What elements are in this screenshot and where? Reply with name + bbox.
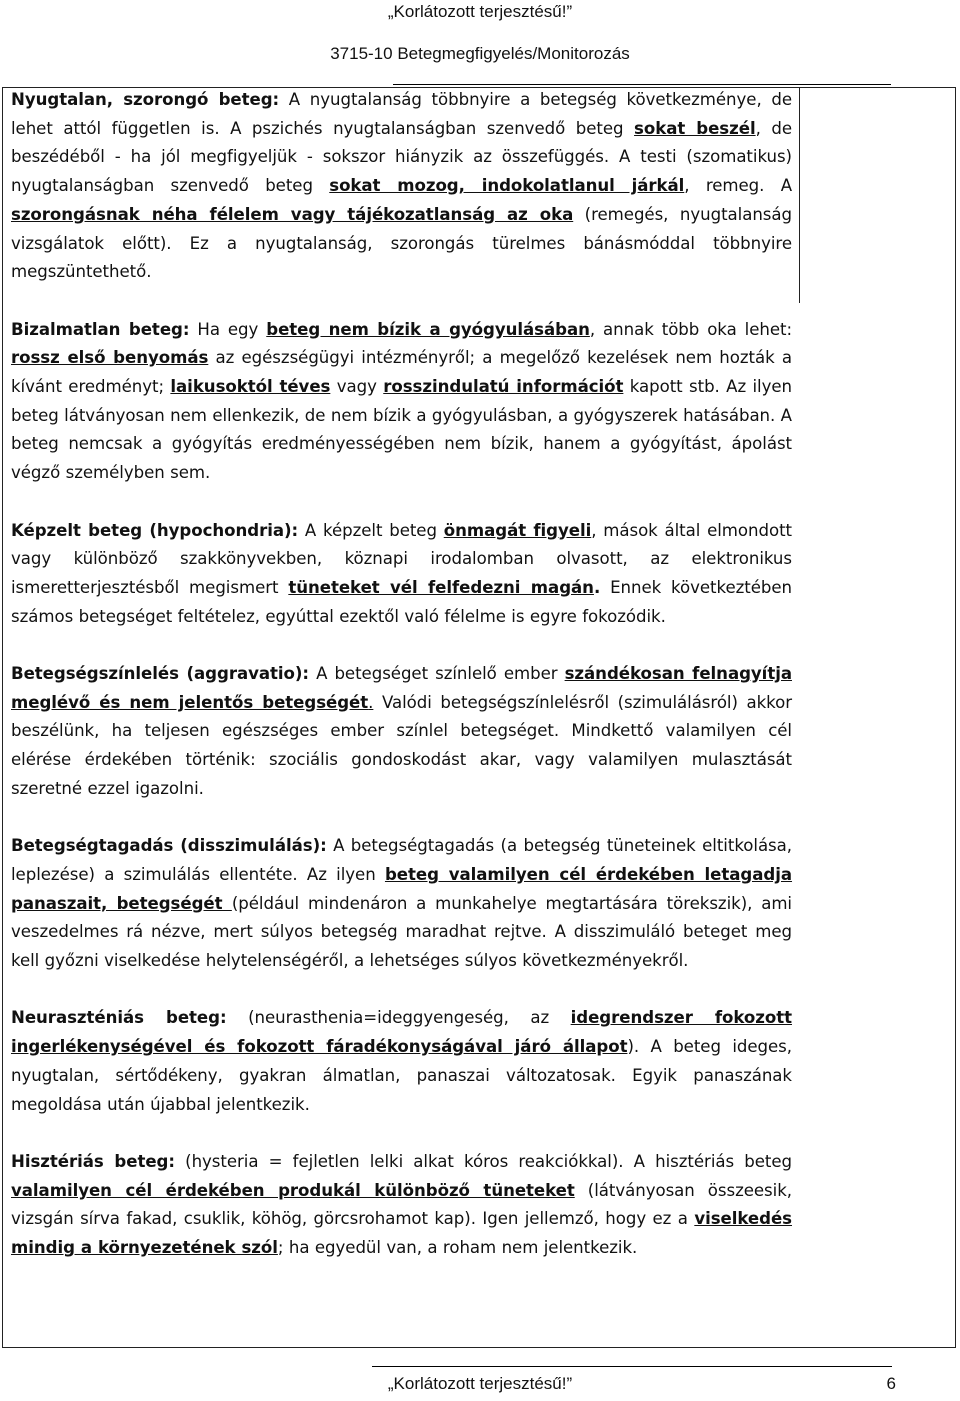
text-run: , mások által elmondott vagy különböző szakkönyvekben, köznapi irodalomban olvasott, az elektronikus ismeretterjesztésből megismert — [11, 520, 792, 597]
emphasis-run: rosszindulatú információt — [383, 377, 624, 397]
emphasis-run: viselkedés mindig a környezetének szól — [11, 1209, 792, 1258]
emphasis-run: sokat beszél — [634, 118, 756, 138]
emphasis-run: rossz első benyomás — [11, 348, 209, 368]
text-run: A betegséget színlelő ember — [309, 664, 565, 684]
term-heading: Hisztériás beteg: — [11, 1151, 175, 1171]
text-run: Ha egy — [189, 319, 267, 339]
text-run: . — [368, 692, 374, 712]
text-run: (neurasthenia=ideggyengeség, az — [226, 1008, 571, 1028]
term-heading: Betegségszínlelés (aggravatio): — [11, 664, 310, 684]
text-run: (például mindenáron a munkahelye megtartására törekszik), ami veszedelmes rá nézve, mert súlyos betegség maradhat rejtve. A disszimuláló beteget meg kell győzni viselkedése helytelenségéről, a lehetséges súlyos következményekről. — [11, 893, 792, 971]
emphasis-run: beteg valamilyen cél érdekében letagadja panaszait, betegségét — [11, 864, 793, 913]
text-run: , annak több oka lehet: — [589, 319, 792, 339]
text-run: (látványosan összeesik, vizsgán sírva fakad, csuklik, köhög, görcsrohamot kap). Igen jellemző, hogy ez a — [11, 1180, 792, 1229]
term-heading: Bizalmatlan beteg: — [11, 319, 190, 339]
emphasis-run: szándékosan felnagyítja meglévő és nem jelentős betegségét — [11, 664, 792, 712]
term-heading: Betegségtagadás (disszimulálás): — [11, 836, 327, 856]
term-heading: Neuraszténiás beteg: — [11, 1008, 227, 1028]
paragraph-betegsegszinleles — [11, 660, 792, 804]
text-run: kapott stb. Az ilyen beteg látványosan nem ellenkezik, de nem bízik a gyógyulásban, a gyógyszerek hatásában. A beteg nemcsak a gyógyítás eredményességében nem bízik, hanem a gyógyítást, ápolást végző személyben sem. — [11, 377, 792, 483]
text-run: (hysteria = fejletlen lelki alkat kóros reakciókkal). A hisztériás beteg — [174, 1151, 793, 1171]
text-run: A nyugtalanság többnyire a betegség következménye, de lehet attól független is. A pszichés nyugtalanságban szenvedő beteg — [11, 90, 792, 138]
paragraph-kepzelt-beteg — [11, 517, 792, 632]
frame-divider — [799, 87, 800, 303]
paragraph-neurasztenias-beteg — [11, 1004, 792, 1119]
text-run: ; ha egyedül van, a roham nem jelentkezik. — [277, 1238, 638, 1258]
paragraph-gap — [11, 488, 792, 517]
text-run: Ennek következtében számos betegséget feltételez, egyúttal ezektől való félelme is egyre fokozódik. — [11, 577, 792, 626]
emphasis-run: laikusoktól téves — [170, 377, 331, 397]
paragraph-gap — [11, 287, 792, 316]
term-heading: Képzelt beteg (hypochondria): — [11, 520, 299, 540]
paragraph-gap — [11, 1119, 792, 1148]
text-run: , de beszédéből - ha jól megfigyeljük - sokszor hiányzik az összefüggés. A testi (szomatikus) nyugtalanságban szenvedő beteg — [11, 118, 793, 196]
emphasis-run: idegrendszer fokozott ingerlékenységével és fokozott fáradékonyságával járó állapot — [11, 1008, 792, 1057]
header-restriction: „Korlátozott terjesztésű!” — [387, 2, 573, 21]
emphasis-run: tüneteket vél felfedezni magán — [288, 577, 594, 597]
emphasis-run: szorongásnak néha félelem vagy tájékozatlanság az oka — [11, 204, 574, 224]
header-rule — [393, 84, 891, 85]
text-run: A betegségtagadás (a betegség tüneteinek eltitkolása, leplezése) a szimulálás ellentéte. Az ilyen — [11, 836, 793, 884]
paragraph-gap — [11, 804, 792, 833]
term-heading: Nyugtalan, szorongó beteg: — [11, 90, 280, 109]
paragraph-bizalmatlan-beteg — [11, 316, 792, 488]
footer-rule — [372, 1366, 892, 1367]
emphasis-run: valamilyen cél érdekében produkál különböző tüneteket — [11, 1180, 575, 1200]
document-body — [11, 86, 792, 1263]
text-run: Valódi betegségszínlelésről (szimulálásról) akkor beszélünk, ha teljesen egészséges ember színlel betegséget. Mindkettő valamilyen cél elérése érdekében történik: szociális gondoskodást akar, vagy valamilyen mulasztását szeretné ezzel igazolni. — [11, 692, 792, 798]
text-run: . — [593, 577, 601, 597]
text-run: ). A beteg ideges, nyugtalan, sértődékeny, gyakran álmatlan, panaszai változatosak. Egyik panaszának megoldása után újabbal jelentkezik. — [11, 1037, 792, 1114]
paragraph-gap — [11, 976, 792, 1005]
emphasis-run: sokat mozog, indokolatlanul járkál — [329, 176, 685, 196]
footer-restriction: „Korlátozott terjesztésű!” — [387, 1374, 573, 1393]
text-run: , remeg. A — [684, 176, 792, 196]
page-number: 6 — [886, 1374, 896, 1393]
paragraph-betegsegtagadas — [11, 832, 792, 976]
paragraph-hiszterias-beteg — [11, 1148, 792, 1263]
text-run: az egészségügyi intézményről; a megelőző kezelések nem hozták a kívánt eredményt; — [11, 348, 792, 397]
text-run: vagy — [330, 377, 384, 397]
text-run: A képzelt beteg — [298, 520, 444, 540]
emphasis-run: önmagát figyeli — [443, 520, 592, 540]
emphasis-run: beteg nem bízik a gyógyulásában — [266, 319, 590, 339]
paragraph-gap — [11, 631, 792, 660]
header-module-title: 3715-10 Betegmegfigyelés/Monitorozás — [330, 44, 630, 63]
text-run: (remegés, nyugtalanság vizsgálatok előtt). Ez a nyugtalanság, szorongás türelmes bánásmóddal többnyire megszüntethető. — [11, 204, 792, 282]
paragraph-nyugtalan-beteg — [11, 86, 792, 287]
